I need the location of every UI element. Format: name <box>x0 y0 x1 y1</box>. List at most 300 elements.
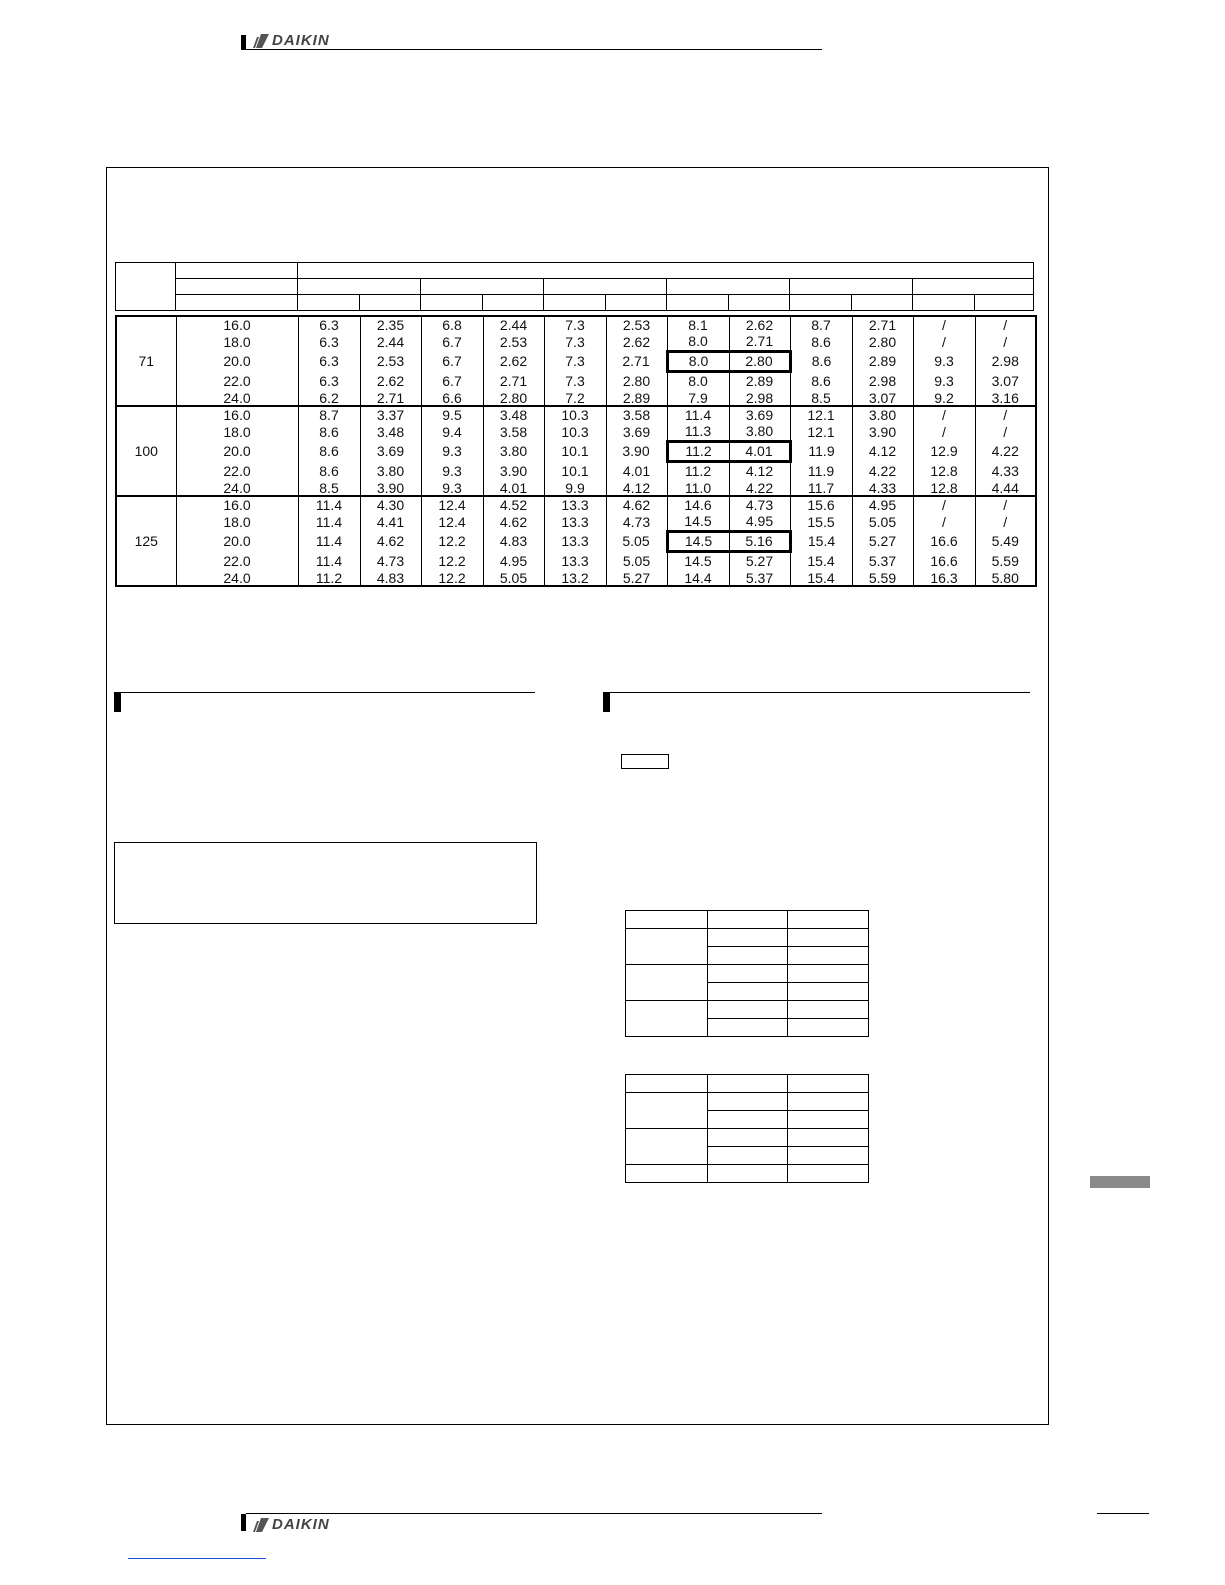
value-cell: 2.53 <box>483 333 544 351</box>
header-cell-sub <box>360 295 421 311</box>
value-cell: 2.80 <box>483 390 544 406</box>
value-cell: 6.3 <box>298 351 360 371</box>
value-cell: 5.59 <box>975 551 1036 570</box>
header-cell-sub <box>667 295 729 311</box>
value-cell: 15.6 <box>790 496 852 513</box>
table-cell <box>708 1165 788 1183</box>
left-section-marker <box>114 692 121 712</box>
table-cell <box>708 1129 788 1147</box>
value-cell: 7.9 <box>667 390 729 406</box>
table-cell <box>708 929 788 947</box>
temperature-cell: 24.0 <box>176 570 298 586</box>
value-cell: 15.5 <box>790 513 852 531</box>
value-cell: 13.2 <box>544 570 606 586</box>
value-cell: 2.80 <box>852 333 913 351</box>
header-brand-text: DAIKIN <box>272 32 330 49</box>
highlighted-value-cell: 11.2 <box>667 441 729 461</box>
value-cell: 3.80 <box>852 406 913 423</box>
mini-table-2 <box>625 1074 869 1183</box>
value-cell: 3.37 <box>360 406 421 423</box>
temperature-cell: 20.0 <box>176 441 298 461</box>
value-cell: 4.83 <box>483 531 544 551</box>
value-cell: 14.5 <box>667 551 729 570</box>
table-cell <box>788 1019 869 1037</box>
value-cell: 6.3 <box>298 333 360 351</box>
table-cell <box>626 1001 708 1037</box>
value-cell: 11.4 <box>667 406 729 423</box>
value-cell: / <box>913 513 975 531</box>
value-cell: 9.5 <box>421 406 483 423</box>
value-cell: 2.71 <box>852 316 913 333</box>
inline-label-box <box>621 754 669 769</box>
value-cell: 5.05 <box>483 570 544 586</box>
value-cell: 3.58 <box>606 406 667 423</box>
value-cell: 2.62 <box>729 316 790 333</box>
value-cell: 4.62 <box>606 496 667 513</box>
value-cell: 9.4 <box>421 423 483 441</box>
value-cell: 7.3 <box>544 371 606 390</box>
value-cell: 5.59 <box>852 570 913 586</box>
value-cell: 2.98 <box>975 351 1036 371</box>
footer-brand-bar <box>241 1514 246 1531</box>
header-cell-sub <box>852 295 913 311</box>
value-cell: 11.4 <box>298 551 360 570</box>
value-cell: 2.71 <box>729 333 790 351</box>
value-cell: 2.80 <box>606 371 667 390</box>
header-cell-temp-sub <box>176 279 298 295</box>
header-cell-sub <box>790 295 852 311</box>
value-cell: 8.5 <box>298 480 360 496</box>
value-cell: 2.98 <box>852 371 913 390</box>
value-cell: 14.5 <box>667 513 729 531</box>
value-cell: 4.12 <box>606 480 667 496</box>
chapter-side-tab <box>1090 1176 1150 1188</box>
header-cell-sub <box>483 295 544 311</box>
value-cell: 15.4 <box>790 531 852 551</box>
value-cell: 8.6 <box>298 461 360 480</box>
value-cell: 9.3 <box>421 480 483 496</box>
header-row-2 <box>116 279 1034 295</box>
value-cell: 12.9 <box>913 441 975 461</box>
header-cell-group <box>790 279 913 295</box>
value-cell: / <box>913 496 975 513</box>
value-cell: 2.71 <box>360 390 421 406</box>
header-cell-sub <box>298 295 360 311</box>
value-cell: 3.90 <box>606 441 667 461</box>
table-row <box>626 929 869 947</box>
value-cell: 4.22 <box>975 441 1036 461</box>
value-cell: 3.90 <box>483 461 544 480</box>
table-cell <box>708 947 788 965</box>
temperature-cell: 24.0 <box>176 390 298 406</box>
value-cell: 9.3 <box>421 441 483 461</box>
value-cell: 3.69 <box>606 423 667 441</box>
value-cell: 11.4 <box>298 531 360 551</box>
table-cell <box>626 911 708 929</box>
right-section-rule <box>603 692 1030 693</box>
value-cell: 2.35 <box>360 316 421 333</box>
header-row-1 <box>116 263 1034 279</box>
header-cell-temp-label <box>176 263 298 279</box>
temperature-cell: 16.0 <box>176 496 298 513</box>
table-cell <box>626 1075 708 1093</box>
value-cell: 13.3 <box>544 531 606 551</box>
value-cell: 5.27 <box>852 531 913 551</box>
table-cell <box>708 983 788 1001</box>
performance-table-header <box>115 262 1034 311</box>
table-row <box>626 1093 869 1111</box>
value-cell: 15.4 <box>790 551 852 570</box>
value-cell: 4.73 <box>360 551 421 570</box>
header-daikin-logo <box>253 33 330 48</box>
value-cell: 11.2 <box>667 461 729 480</box>
header-cell-group <box>298 279 421 295</box>
value-cell: 11.2 <box>298 570 360 586</box>
value-cell: 4.73 <box>606 513 667 531</box>
table-row <box>626 911 869 929</box>
value-cell: 16.6 <box>913 551 975 570</box>
value-cell: 4.95 <box>852 496 913 513</box>
value-cell: 9.3 <box>913 351 975 371</box>
value-cell: 2.89 <box>606 390 667 406</box>
temperature-cell: 24.0 <box>176 480 298 496</box>
table-row <box>626 1165 869 1183</box>
value-cell: 2.44 <box>360 333 421 351</box>
table-cell <box>626 929 708 965</box>
footer-brand-text: DAIKIN <box>272 1516 330 1533</box>
table-cell <box>788 983 869 1001</box>
model-cell: 125 <box>116 496 176 586</box>
value-cell: 14.6 <box>667 496 729 513</box>
header-cell-sub <box>913 295 975 311</box>
value-cell: 4.30 <box>360 496 421 513</box>
table-cell <box>708 1075 788 1093</box>
value-cell: / <box>913 316 975 333</box>
header-row-3 <box>116 295 1034 311</box>
performance-table-body <box>116 316 1036 586</box>
table-cell <box>788 1129 869 1147</box>
value-cell: 12.4 <box>421 513 483 531</box>
value-cell: 5.27 <box>606 570 667 586</box>
value-cell: 12.4 <box>421 496 483 513</box>
header-cell-group <box>544 279 667 295</box>
table-cell <box>788 929 869 947</box>
value-cell: 8.6 <box>790 371 852 390</box>
value-cell: 13.3 <box>544 551 606 570</box>
value-cell: 3.58 <box>483 423 544 441</box>
value-cell: 10.1 <box>544 461 606 480</box>
table-cell <box>708 911 788 929</box>
value-cell: 9.3 <box>421 461 483 480</box>
value-cell: / <box>913 423 975 441</box>
value-cell: 8.0 <box>667 333 729 351</box>
value-cell: 5.37 <box>852 551 913 570</box>
table-row <box>116 371 1036 390</box>
value-cell: 6.7 <box>421 333 483 351</box>
value-cell: 8.5 <box>790 390 852 406</box>
value-cell: 11.4 <box>298 496 360 513</box>
value-cell: 5.05 <box>852 513 913 531</box>
highlighted-value-cell: 5.16 <box>729 531 790 551</box>
value-cell: 2.89 <box>852 351 913 371</box>
value-cell: 10.3 <box>544 406 606 423</box>
table-row <box>626 1129 869 1147</box>
table-cell <box>788 965 869 983</box>
value-cell: 12.2 <box>421 531 483 551</box>
table-cell <box>788 911 869 929</box>
temperature-cell: 16.0 <box>176 316 298 333</box>
value-cell: 16.6 <box>913 531 975 551</box>
table-cell <box>788 1147 869 1165</box>
value-cell: 11.0 <box>667 480 729 496</box>
value-cell: 4.62 <box>483 513 544 531</box>
table-row <box>626 1001 869 1019</box>
value-cell: 6.3 <box>298 371 360 390</box>
value-cell: / <box>913 406 975 423</box>
table-cell <box>626 965 708 1001</box>
daikin-logo-icon <box>253 34 269 48</box>
right-section-marker <box>603 692 610 712</box>
value-cell: 2.53 <box>606 316 667 333</box>
value-cell: 8.6 <box>790 333 852 351</box>
value-cell: 3.07 <box>852 390 913 406</box>
value-cell: 2.44 <box>483 316 544 333</box>
model-cell: 100 <box>116 406 176 496</box>
table-cell <box>626 1165 708 1183</box>
value-cell: 4.41 <box>360 513 421 531</box>
temperature-cell: 18.0 <box>176 513 298 531</box>
value-cell: 3.80 <box>483 441 544 461</box>
value-cell: 13.3 <box>544 513 606 531</box>
value-cell: 8.7 <box>790 316 852 333</box>
value-cell: 16.3 <box>913 570 975 586</box>
table-cell <box>626 1129 708 1165</box>
highlighted-value-cell: 4.01 <box>729 441 790 461</box>
value-cell: 3.80 <box>360 461 421 480</box>
table-cell <box>626 1093 708 1129</box>
header-cell-group <box>913 279 1034 295</box>
value-cell: 2.62 <box>483 351 544 371</box>
value-cell: 5.05 <box>606 531 667 551</box>
value-cell: 5.80 <box>975 570 1036 586</box>
table-cell <box>708 1019 788 1037</box>
header-cell-model <box>116 263 176 311</box>
value-cell: 4.22 <box>852 461 913 480</box>
temperature-cell: 22.0 <box>176 551 298 570</box>
value-cell: 2.98 <box>729 390 790 406</box>
value-cell: 4.73 <box>729 496 790 513</box>
value-cell: / <box>975 496 1036 513</box>
value-cell: 6.2 <box>298 390 360 406</box>
value-cell: 2.53 <box>360 351 421 371</box>
left-section-rule <box>114 692 535 693</box>
value-cell: 12.2 <box>421 570 483 586</box>
value-cell: / <box>975 513 1036 531</box>
value-cell: 7.2 <box>544 390 606 406</box>
value-cell: 11.7 <box>790 480 852 496</box>
highlighted-value-cell: 8.0 <box>667 351 729 371</box>
table-row <box>116 441 1036 461</box>
header-rule <box>246 49 822 50</box>
temperature-cell: 22.0 <box>176 371 298 390</box>
table-cell <box>708 965 788 983</box>
value-cell: 4.95 <box>729 513 790 531</box>
value-cell: 3.90 <box>360 480 421 496</box>
header-cell-sub <box>975 295 1034 311</box>
value-cell: / <box>975 333 1036 351</box>
table-row <box>116 461 1036 480</box>
header-cell-sub <box>421 295 483 311</box>
value-cell: 12.2 <box>421 551 483 570</box>
value-cell: 7.3 <box>544 316 606 333</box>
table-cell <box>788 1001 869 1019</box>
value-cell: 12.8 <box>913 461 975 480</box>
value-cell: 13.3 <box>544 496 606 513</box>
highlighted-value-cell: 2.80 <box>729 351 790 371</box>
value-cell: 10.1 <box>544 441 606 461</box>
value-cell: 2.71 <box>606 351 667 371</box>
value-cell: 9.3 <box>913 371 975 390</box>
value-cell: 8.6 <box>790 351 852 371</box>
performance-table <box>115 315 1037 587</box>
value-cell: 8.0 <box>667 371 729 390</box>
table-row <box>116 496 1036 513</box>
value-cell: 8.1 <box>667 316 729 333</box>
header-cell-sub <box>544 295 606 311</box>
value-cell: / <box>975 316 1036 333</box>
page-number-rule <box>1097 1513 1149 1514</box>
value-cell: 6.6 <box>421 390 483 406</box>
value-cell: 8.7 <box>298 406 360 423</box>
value-cell: 8.6 <box>298 423 360 441</box>
value-cell: 3.16 <box>975 390 1036 406</box>
value-cell: 11.9 <box>790 441 852 461</box>
value-cell: 2.62 <box>360 371 421 390</box>
highlighted-value-cell: 14.5 <box>667 531 729 551</box>
table-row <box>116 351 1036 371</box>
table-cell <box>788 1165 869 1183</box>
value-cell: 9.2 <box>913 390 975 406</box>
value-cell: 4.33 <box>852 480 913 496</box>
value-cell: 6.8 <box>421 316 483 333</box>
header-cell-unit <box>176 295 298 311</box>
temperature-cell: 20.0 <box>176 531 298 551</box>
value-cell: 8.6 <box>298 441 360 461</box>
value-cell: 3.69 <box>729 406 790 423</box>
table-cell <box>708 1093 788 1111</box>
value-cell: 7.3 <box>544 351 606 371</box>
value-cell: 2.89 <box>729 371 790 390</box>
temperature-cell: 20.0 <box>176 351 298 371</box>
value-cell: 6.7 <box>421 351 483 371</box>
value-cell: 3.90 <box>852 423 913 441</box>
value-cell: 5.05 <box>606 551 667 570</box>
value-cell: 3.48 <box>483 406 544 423</box>
table-row <box>116 531 1036 551</box>
header-cell-sub <box>729 295 790 311</box>
value-cell: 4.01 <box>606 461 667 480</box>
footer-rule <box>246 1513 822 1514</box>
value-cell: 14.4 <box>667 570 729 586</box>
model-cell: 71 <box>116 316 176 406</box>
table-row <box>116 316 1036 333</box>
header-cell-sub <box>606 295 667 311</box>
value-cell: 2.62 <box>606 333 667 351</box>
footer-daikin-logo <box>253 1517 330 1532</box>
value-cell: 5.49 <box>975 531 1036 551</box>
table-row <box>116 406 1036 423</box>
header-cell-span-all <box>298 263 1034 279</box>
value-cell: 2.71 <box>483 371 544 390</box>
table-row <box>626 965 869 983</box>
value-cell: 4.01 <box>483 480 544 496</box>
table-row <box>116 480 1036 496</box>
table-row <box>116 551 1036 570</box>
value-cell: 5.37 <box>729 570 790 586</box>
hyperlink-underline[interactable] <box>128 1558 266 1559</box>
value-cell: 5.27 <box>729 551 790 570</box>
value-cell: / <box>975 406 1036 423</box>
value-cell: 4.83 <box>360 570 421 586</box>
value-cell: 4.12 <box>729 461 790 480</box>
temperature-cell: 18.0 <box>176 333 298 351</box>
value-cell: 6.3 <box>298 316 360 333</box>
table-row <box>116 423 1036 441</box>
temperature-cell: 18.0 <box>176 423 298 441</box>
table-cell <box>708 1111 788 1129</box>
table-row <box>116 333 1036 351</box>
table-cell <box>788 1075 869 1093</box>
value-cell: 11.9 <box>790 461 852 480</box>
table-row <box>626 1075 869 1093</box>
table-cell <box>788 1111 869 1129</box>
table-cell <box>788 1093 869 1111</box>
table-cell <box>708 1147 788 1165</box>
value-cell: 12.1 <box>790 423 852 441</box>
value-cell: 11.4 <box>298 513 360 531</box>
value-cell: 3.69 <box>360 441 421 461</box>
value-cell: 4.52 <box>483 496 544 513</box>
temperature-cell: 22.0 <box>176 461 298 480</box>
value-cell: / <box>913 333 975 351</box>
value-cell: 4.33 <box>975 461 1036 480</box>
table-row <box>116 570 1036 586</box>
mini-table-1 <box>625 910 869 1037</box>
table-row <box>116 390 1036 406</box>
value-cell: 4.22 <box>729 480 790 496</box>
value-cell: 3.48 <box>360 423 421 441</box>
header-brand-bar <box>241 35 246 50</box>
value-cell: 9.9 <box>544 480 606 496</box>
value-cell: 12.8 <box>913 480 975 496</box>
value-cell: 4.62 <box>360 531 421 551</box>
value-cell: 4.95 <box>483 551 544 570</box>
value-cell: 12.1 <box>790 406 852 423</box>
value-cell: 11.3 <box>667 423 729 441</box>
value-cell: 4.44 <box>975 480 1036 496</box>
temperature-cell: 16.0 <box>176 406 298 423</box>
daikin-logo-icon <box>253 1518 269 1532</box>
value-cell: 15.4 <box>790 570 852 586</box>
header-cell-group <box>667 279 790 295</box>
value-cell: 4.12 <box>852 441 913 461</box>
table-cell <box>708 1001 788 1019</box>
header-cell-group <box>421 279 544 295</box>
value-cell: 3.80 <box>729 423 790 441</box>
note-box <box>114 842 537 924</box>
value-cell: / <box>975 423 1036 441</box>
value-cell: 10.3 <box>544 423 606 441</box>
